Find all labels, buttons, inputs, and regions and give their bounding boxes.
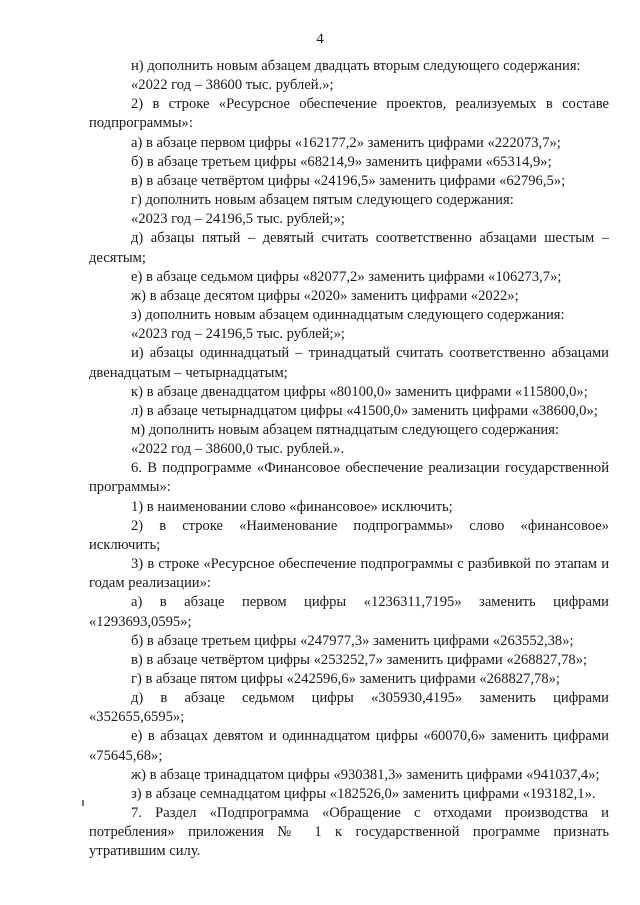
- paragraph: з) в абзаце семнадцатом цифры «182526,0» заменить цифрами «193182,1».: [131, 785, 596, 802]
- paragraph: «2023 год – 24196,5 тыс. рублей;»;: [131, 211, 345, 228]
- document-body: [89, 57, 609, 862]
- paragraph: и) абзацы одиннадцатый – тринадцатый считать соответственно абзацами двенадцатым – четырнадцатым;: [89, 345, 609, 381]
- paragraph: «2022 год – 38600,0 тыс. рублей.».: [131, 441, 345, 458]
- paragraph: д) абзацы пятый – девятый считать соответственно абзацами шестым – десятым;: [89, 230, 609, 266]
- paragraph: в) в абзаце четвёртом цифры «24196,5» заменить цифрами «62796,5»;: [131, 172, 566, 189]
- paragraph: ж) в абзаце десятом цифры «2020» заменить цифрами «2022»;: [131, 287, 519, 304]
- paragraph: б) в абзаце третьем цифры «68214,9» заменить цифрами «65314,9»;: [131, 153, 552, 170]
- paragraph: м) дополнить новым абзацем пятнадцатым следующего содержания:: [131, 421, 560, 438]
- margin-mark: [82, 800, 84, 806]
- paragraph: а) в абзаце первом цифры «162177,2» заменить цифрами «222073,7»;: [131, 134, 561, 151]
- paragraph: з) дополнить новым абзацем одиннадцатым следующего содержания:: [131, 307, 565, 324]
- paragraph: «2022 год – 38600 тыс. рублей.»;: [131, 77, 334, 94]
- paragraph: е) в абзацах девятом и одиннадцатом цифры «60070,6» заменить цифрами «75645,68»;: [89, 728, 609, 764]
- paragraph: б) в абзаце третьем цифры «247977,3» заменить цифрами «263552,38»;: [131, 632, 574, 649]
- paragraph: а) в абзаце первом цифры «1236311,7195» заменить цифрами «1293693,0595»;: [89, 594, 609, 630]
- paragraph: 6. В подпрограмме «Финансовое обеспечение реализации государственной программы»:: [89, 460, 609, 496]
- paragraph: е) в абзаце седьмом цифры «82077,2» заменить цифрами «106273,7»;: [131, 268, 562, 285]
- paragraph: н) дополнить новым абзацем двадцать вторым следующего содержания:: [131, 58, 581, 74]
- paragraph: л) в абзаце четырнадцатом цифры «41500,0» заменить цифрами «38600,0»;: [131, 402, 598, 419]
- paragraph: 2) в строке «Ресурсное обеспечение проектов, реализуемых в составе подпрограммы»:: [89, 96, 609, 132]
- paragraph: «2023 год – 24196,5 тыс. рублей;»;: [131, 326, 345, 343]
- paragraph: 3) в строке «Ресурсное обеспечение подпрограммы с разбивкой по этапам и годам реализации»:: [89, 556, 609, 592]
- page-number: 4: [316, 31, 324, 47]
- paragraph: д) в абзаце седьмом цифры «305930,4195» заменить цифрами «352655,6595»;: [89, 690, 609, 726]
- paragraph: к) в абзаце двенадцатом цифры «80100,0» заменить цифрами «115800,0»;: [131, 383, 588, 400]
- paragraph: ж) в абзаце тринадцатом цифры «930381,3» заменить цифрами «941037,4»;: [131, 766, 600, 783]
- paragraph: 1) в наименовании слово «финансовое» исключить;: [131, 498, 453, 515]
- paragraph: г) дополнить новым абзацем пятым следующего содержания:: [131, 192, 514, 209]
- paragraph: г) в абзаце пятом цифры «242596,6» заменить цифрами «268827,78»;: [131, 671, 560, 687]
- paragraph: 7. Раздел «Подпрограмма «Обращение с отходами производства и потребления» приложения № 1 к государственной программе признать утратившим силу.: [89, 805, 609, 860]
- paragraph: 2) в строке «Наименование подпрограммы» слово «финансовое» исключить;: [89, 517, 609, 553]
- paragraph: в) в абзаце четвёртом цифры «253252,7» заменить цифрами «268827,78»;: [131, 651, 588, 668]
